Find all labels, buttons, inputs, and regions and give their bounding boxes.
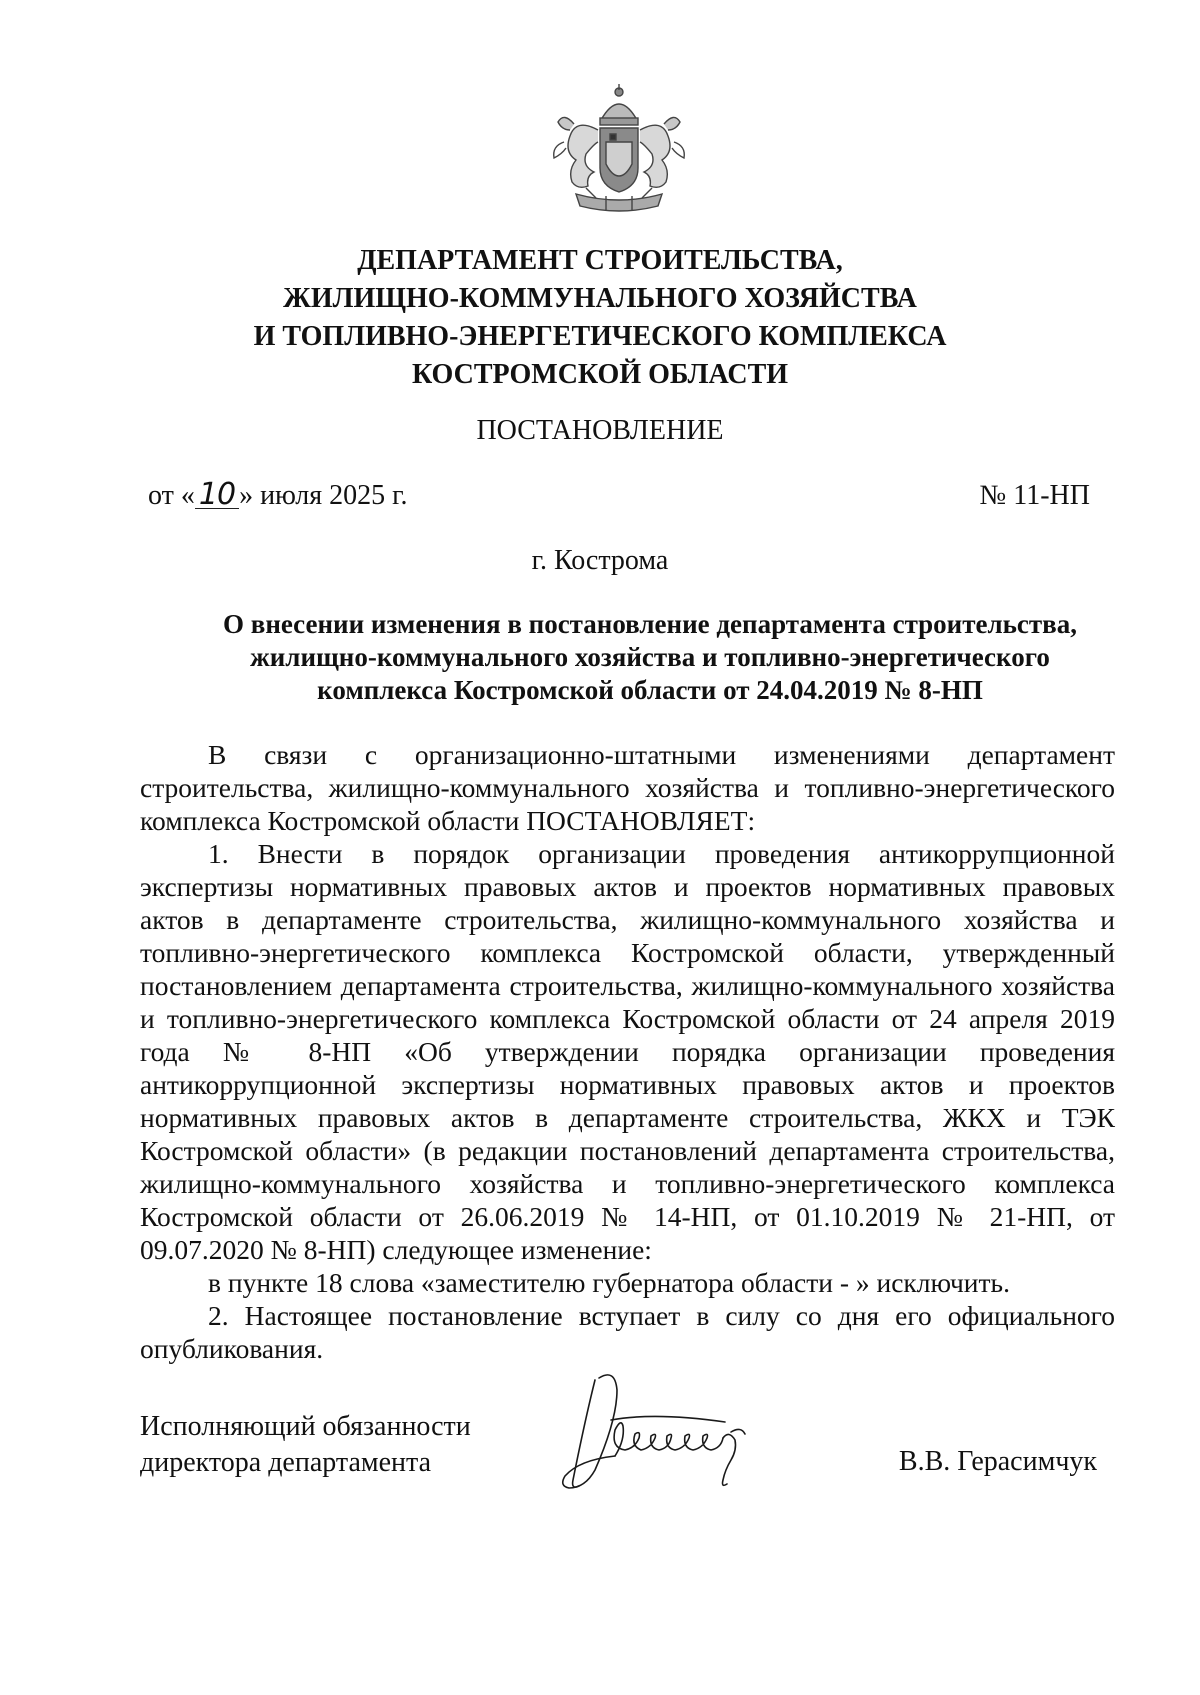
- organization-title: [100, 242, 1100, 394]
- org-title-line: ДЕПАРТАМЕНТ СТРОИТЕЛЬСТВА,: [357, 245, 843, 276]
- document-number: № 11-НП: [979, 480, 1090, 511]
- org-title-line: ЖИЛИЩНО-КОММУНАЛЬНОГО ХОЗЯЙСТВА: [283, 283, 917, 314]
- body-paragraph: 2. Настоящее постановление вступает в силу со дня его официального опубликования.: [140, 1300, 1115, 1364]
- document-body: [140, 738, 1115, 1365]
- body-paragraph: 1. Внести в порядок организации проведения антикоррупционной экспертизы нормативных правовых актов и проектов нормативных правовых актов в департаменте строительства, жилищно-коммунального хозяйства и топливно-энергетического комплекса Костромской области, утвержденный постановлением департамента строительства, жилищно-коммунального хозяйства и топливно-энергетического комплекса Костромской области от 24 апреля 2019 года № 8-НП «Об утверждении порядка организации проведения антикоррупционной экспертизы нормативных правовых актов и проектов нормативных правовых актов в департаменте строительства, ЖКХ и ТЭК Костромской области» (в редакции постановлений департамента строительства, жилищно-коммунального хозяйства и топливно-энергетического комплекса Костромской области от 26.06.2019 № 14-НП, от 01.10.2019 № 21-НП, от 09.07.2020 № 8-НП) следующее изменение:: [140, 838, 1115, 1265]
- subject-line: жилищно-коммунального хозяйства и топливно-энергетического: [250, 642, 1050, 672]
- signatory-position-line: Исполняющий обязанности: [140, 1411, 471, 1442]
- signatory-position: [140, 1409, 471, 1481]
- date-prefix: от «: [148, 480, 195, 511]
- handwritten-signature: [555, 1360, 785, 1500]
- body-paragraph: в пункте 18 слова «заместителю губернатора области - » исключить.: [208, 1267, 1010, 1298]
- subject-line: О внесении изменения в постановление департамента строительства,: [222, 609, 1077, 639]
- subject-line: комплекса Костромской области от 24.04.2019 № 8-НП: [317, 675, 983, 705]
- coat-of-arms-emblem: [546, 82, 692, 222]
- org-title-line: И ТОПЛИВНО-ЭНЕРГЕТИЧЕСКОГО КОМПЛЕКСА: [253, 321, 947, 352]
- document-subject: [160, 608, 1140, 707]
- signatory-name: В.В. Герасимчук: [898, 1446, 1097, 1477]
- document-type: ПОСТАНОВЛЕНИЕ: [476, 415, 724, 446]
- date-day-handwritten: 10: [195, 482, 239, 509]
- document-date: [148, 478, 407, 514]
- signatory-position-line: директора департамента: [140, 1447, 432, 1478]
- body-paragraph: В связи с организационно-штатными изменениями департамент строительства, жилищно-коммунального хозяйства и топливно-энергетического комплекса Костромской области ПОСТАНОВЛЯЕТ:: [140, 739, 1115, 836]
- date-suffix: » июля 2025 г.: [239, 480, 408, 511]
- document-city: г. Кострома: [531, 545, 669, 576]
- org-title-line: КОСТРОМСКОЙ ОБЛАСТИ: [411, 359, 789, 390]
